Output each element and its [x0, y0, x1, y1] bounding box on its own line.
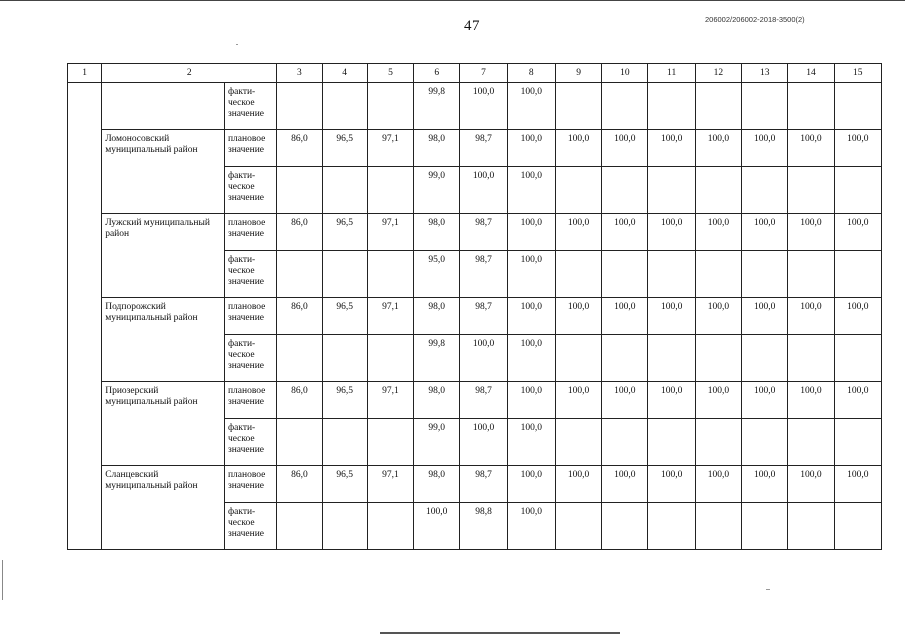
- value-cell: 100,0: [555, 298, 601, 335]
- value-cell: 100,0: [834, 130, 881, 167]
- row-number-cell: [68, 83, 102, 130]
- value-cell: 100,0: [507, 167, 555, 214]
- value-cell: 98,0: [414, 214, 460, 251]
- value-cell: 96,5: [322, 382, 367, 419]
- value-cell: 98,7: [460, 251, 507, 298]
- header-cell: 4: [322, 64, 367, 83]
- value-cell: [602, 83, 648, 130]
- header-cell: 2: [102, 64, 277, 83]
- value-cell: 100,0: [695, 298, 741, 335]
- value-cell: 100,0: [648, 298, 695, 335]
- header-cell: 6: [414, 64, 460, 83]
- header-cell: 15: [834, 64, 881, 83]
- value-cell: 98,0: [414, 466, 460, 503]
- value-cell: 100,0: [834, 214, 881, 251]
- page-number: 47: [464, 18, 480, 34]
- table-row: [68, 298, 882, 335]
- value-cell: 100,0: [742, 382, 788, 419]
- value-cell: [555, 83, 601, 130]
- value-cell: 100,0: [507, 298, 555, 335]
- value-cell: 97,1: [367, 298, 413, 335]
- value-cell: [277, 83, 322, 130]
- row-number-cell: [68, 466, 102, 503]
- value-cell: [602, 167, 648, 214]
- value-cell: [602, 419, 648, 466]
- value-cell: 86,0: [277, 214, 322, 251]
- value-cell: 100,0: [742, 466, 788, 503]
- value-cell: 100,0: [507, 214, 555, 251]
- table-row: [68, 214, 882, 251]
- value-cell: 100,0: [834, 298, 881, 335]
- value-cell: [367, 503, 413, 550]
- row-number-cell: [68, 167, 102, 214]
- district-cell: Лужский муниципальный район: [102, 214, 225, 251]
- district-cell: [102, 251, 225, 298]
- header-cell: 11: [648, 64, 695, 83]
- value-type-cell: факти- ческое значение: [224, 83, 276, 130]
- table-row: [68, 419, 882, 466]
- value-cell: [695, 503, 741, 550]
- header-cell: 5: [367, 64, 413, 83]
- value-cell: [648, 251, 695, 298]
- value-cell: [555, 167, 601, 214]
- value-cell: 99,0: [414, 167, 460, 214]
- value-cell: [788, 83, 834, 130]
- value-cell: [834, 83, 881, 130]
- scan-artifact: [2, 560, 3, 600]
- value-cell: 97,1: [367, 130, 413, 167]
- header-cell: 10: [602, 64, 648, 83]
- header-cell: 13: [742, 64, 788, 83]
- value-type-cell: факти- ческое значение: [224, 419, 276, 466]
- value-cell: [695, 83, 741, 130]
- table-row: [68, 251, 882, 298]
- row-number-cell: [68, 214, 102, 251]
- table-row: [68, 503, 882, 550]
- value-cell: 95,0: [414, 251, 460, 298]
- value-cell: 100,0: [507, 83, 555, 130]
- value-type-cell: плановое значение: [224, 214, 276, 251]
- value-cell: [367, 83, 413, 130]
- value-cell: 100,0: [788, 382, 834, 419]
- value-cell: [648, 335, 695, 382]
- value-cell: [648, 83, 695, 130]
- header-cell: 7: [460, 64, 507, 83]
- value-cell: [742, 167, 788, 214]
- value-cell: [648, 167, 695, 214]
- value-cell: [834, 419, 881, 466]
- header-cell: 8: [507, 64, 555, 83]
- value-cell: 98,0: [414, 130, 460, 167]
- scan-speck: [766, 589, 770, 590]
- table-row: [68, 83, 882, 130]
- value-cell: 100,0: [648, 466, 695, 503]
- value-cell: [788, 335, 834, 382]
- value-cell: 100,0: [695, 382, 741, 419]
- value-cell: 100,0: [602, 466, 648, 503]
- row-number-cell: [68, 419, 102, 466]
- value-cell: [277, 167, 322, 214]
- value-cell: 100,0: [788, 214, 834, 251]
- value-cell: 96,5: [322, 298, 367, 335]
- value-cell: [834, 503, 881, 550]
- value-cell: 100,0: [742, 130, 788, 167]
- value-cell: 100,0: [460, 83, 507, 130]
- value-cell: 98,8: [460, 503, 507, 550]
- value-cell: 96,5: [322, 466, 367, 503]
- value-cell: 99,8: [414, 335, 460, 382]
- value-cell: 99,0: [414, 419, 460, 466]
- value-cell: [277, 335, 322, 382]
- value-cell: 100,0: [507, 382, 555, 419]
- value-cell: [367, 335, 413, 382]
- value-type-cell: факти- ческое значение: [224, 503, 276, 550]
- value-cell: 100,0: [460, 335, 507, 382]
- value-cell: 100,0: [507, 466, 555, 503]
- value-cell: [695, 251, 741, 298]
- value-cell: [602, 251, 648, 298]
- value-cell: [695, 167, 741, 214]
- scan-edge-top: [0, 0, 905, 1]
- value-type-cell: факти- ческое значение: [224, 251, 276, 298]
- row-number-cell: [68, 251, 102, 298]
- value-cell: [277, 419, 322, 466]
- table-row: [68, 382, 882, 419]
- value-cell: [788, 419, 834, 466]
- value-cell: [648, 503, 695, 550]
- scan-speck: [236, 44, 238, 45]
- value-cell: [742, 503, 788, 550]
- value-cell: 100,0: [555, 466, 601, 503]
- value-cell: [834, 167, 881, 214]
- district-cell: [102, 419, 225, 466]
- table-row: [68, 466, 882, 503]
- value-cell: 96,5: [322, 130, 367, 167]
- value-type-cell: факти- ческое значение: [224, 335, 276, 382]
- value-cell: [322, 335, 367, 382]
- value-cell: 100,0: [742, 298, 788, 335]
- value-cell: 97,1: [367, 466, 413, 503]
- value-cell: [277, 251, 322, 298]
- value-cell: 100,0: [602, 214, 648, 251]
- scan-edge-bottom: [380, 632, 620, 634]
- value-cell: 86,0: [277, 466, 322, 503]
- value-cell: 86,0: [277, 130, 322, 167]
- header-cell: 1: [68, 64, 102, 83]
- value-cell: [602, 503, 648, 550]
- value-cell: 99,8: [414, 83, 460, 130]
- value-cell: [277, 503, 322, 550]
- value-type-cell: факти- ческое значение: [224, 167, 276, 214]
- value-cell: 98,0: [414, 298, 460, 335]
- value-cell: 100,0: [648, 382, 695, 419]
- value-cell: 100,0: [602, 382, 648, 419]
- district-cell: Подпорожский муниципальный район: [102, 298, 225, 335]
- district-cell: [102, 167, 225, 214]
- value-cell: [788, 503, 834, 550]
- value-cell: [367, 419, 413, 466]
- value-cell: [367, 167, 413, 214]
- value-cell: 100,0: [555, 382, 601, 419]
- value-cell: 100,0: [460, 419, 507, 466]
- value-cell: 100,0: [602, 130, 648, 167]
- value-cell: [555, 419, 601, 466]
- value-type-cell: плановое значение: [224, 298, 276, 335]
- value-cell: [742, 251, 788, 298]
- value-cell: 100,0: [834, 382, 881, 419]
- value-cell: [555, 335, 601, 382]
- table-row: [68, 167, 882, 214]
- value-cell: 97,1: [367, 214, 413, 251]
- value-cell: [602, 335, 648, 382]
- value-cell: 100,0: [834, 466, 881, 503]
- value-cell: [555, 251, 601, 298]
- value-type-cell: плановое значение: [224, 466, 276, 503]
- value-cell: 100,0: [788, 466, 834, 503]
- value-cell: 100,0: [742, 214, 788, 251]
- value-type-cell: плановое значение: [224, 382, 276, 419]
- header-row: [68, 64, 882, 83]
- district-cell: Сланцевский муниципальный район: [102, 466, 225, 503]
- value-cell: 100,0: [648, 130, 695, 167]
- value-cell: 86,0: [277, 382, 322, 419]
- value-cell: 100,0: [788, 130, 834, 167]
- value-type-cell: плановое значение: [224, 130, 276, 167]
- value-cell: [322, 83, 367, 130]
- value-cell: 100,0: [602, 298, 648, 335]
- district-cell: [102, 503, 225, 550]
- header-cell: 9: [555, 64, 601, 83]
- row-number-cell: [68, 130, 102, 167]
- value-cell: 98,7: [460, 382, 507, 419]
- value-cell: [788, 167, 834, 214]
- table-row: [68, 335, 882, 382]
- value-cell: [322, 251, 367, 298]
- data-table: [67, 63, 882, 550]
- value-cell: [742, 83, 788, 130]
- district-cell: Приозерский муниципальный район: [102, 382, 225, 419]
- value-cell: [788, 251, 834, 298]
- row-number-cell: [68, 298, 102, 335]
- value-cell: 98,7: [460, 466, 507, 503]
- value-cell: [695, 419, 741, 466]
- header-cell: 14: [788, 64, 834, 83]
- value-cell: 98,0: [414, 382, 460, 419]
- row-number-cell: [68, 335, 102, 382]
- value-cell: 100,0: [507, 251, 555, 298]
- value-cell: 98,7: [460, 130, 507, 167]
- row-number-cell: [68, 382, 102, 419]
- value-cell: 100,0: [507, 503, 555, 550]
- value-cell: 96,5: [322, 214, 367, 251]
- document-id: 206002/206002-2018-3500(2): [705, 15, 805, 24]
- value-cell: [322, 419, 367, 466]
- value-cell: [322, 503, 367, 550]
- table-row: [68, 130, 882, 167]
- value-cell: 100,0: [695, 214, 741, 251]
- header-cell: 3: [277, 64, 322, 83]
- value-cell: 100,0: [788, 298, 834, 335]
- district-cell: Ломоносовский муниципальный район: [102, 130, 225, 167]
- value-cell: 100,0: [507, 335, 555, 382]
- value-cell: [834, 251, 881, 298]
- value-cell: 98,7: [460, 214, 507, 251]
- value-cell: 86,0: [277, 298, 322, 335]
- value-cell: [322, 167, 367, 214]
- header-cell: 12: [695, 64, 741, 83]
- value-cell: 100,0: [414, 503, 460, 550]
- value-cell: 100,0: [555, 130, 601, 167]
- row-number-cell: [68, 503, 102, 550]
- value-cell: 100,0: [507, 130, 555, 167]
- district-cell: [102, 335, 225, 382]
- value-cell: [648, 419, 695, 466]
- district-cell: [102, 83, 225, 130]
- value-cell: [367, 251, 413, 298]
- value-cell: [742, 335, 788, 382]
- value-cell: 100,0: [460, 167, 507, 214]
- value-cell: 100,0: [695, 130, 741, 167]
- value-cell: 100,0: [507, 419, 555, 466]
- value-cell: 100,0: [648, 214, 695, 251]
- value-cell: [695, 335, 741, 382]
- value-cell: 100,0: [695, 466, 741, 503]
- value-cell: 97,1: [367, 382, 413, 419]
- value-cell: 100,0: [555, 214, 601, 251]
- value-cell: [555, 503, 601, 550]
- value-cell: [742, 419, 788, 466]
- value-cell: [834, 335, 881, 382]
- value-cell: 98,7: [460, 298, 507, 335]
